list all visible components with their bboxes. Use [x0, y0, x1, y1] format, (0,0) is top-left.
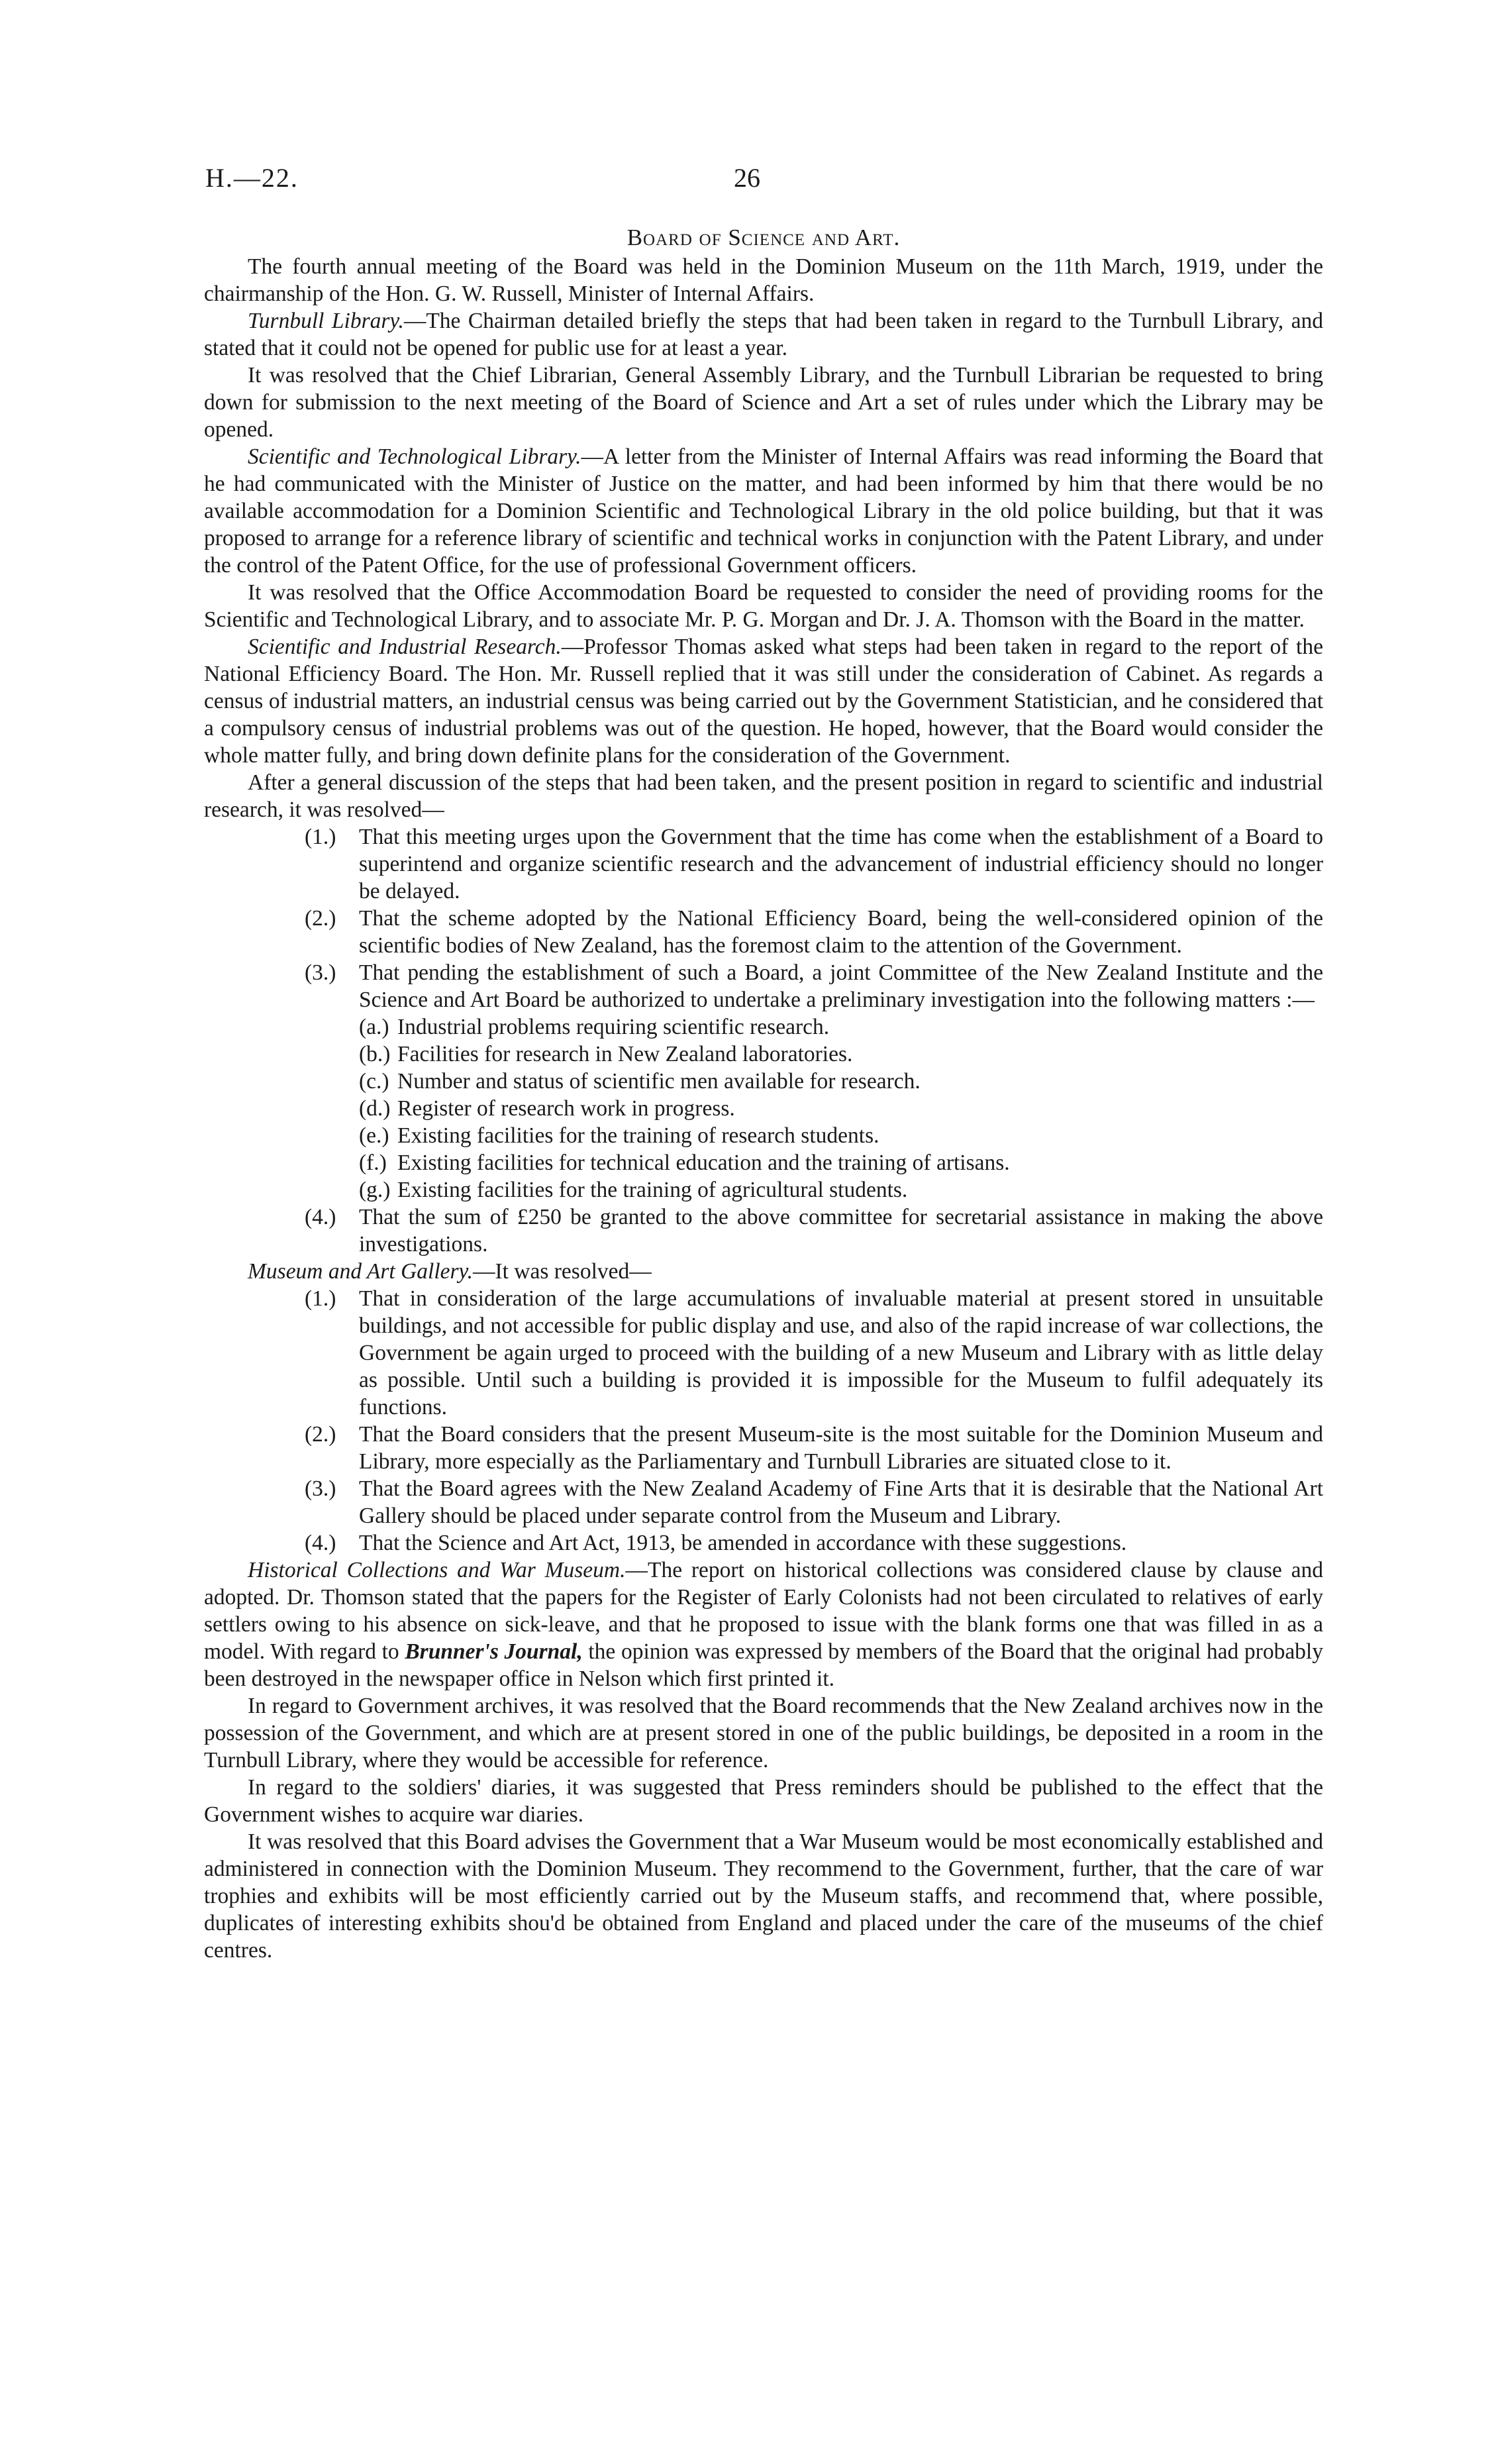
paragraph-war-museum: It was resolved that this Board advises the Government that a War Museum would be most economically established and administered in connection with the Dominion Museum. They recommend to the Government, further, that the care of war trophies and exhibits will be most efficiently carried out by the Museum staffs, and recommend that, where possible, duplicates of interesting exhibits shou'd be obtained from England and placed under the care of the museums of the chief centres. [204, 1829, 1323, 1963]
paragraph-rules: It was resolved that the Chief Librarian, General Assembly Library, and the Turnbull Librarian be requested to bring down for submission to the next meeting of the Board of Science and Art a set of rules under which the Library may be opened. [204, 363, 1323, 442]
section-title: Board of Science and Art. [626, 225, 901, 250]
turnbull-text: —The Chairman detailed briefly the steps that had been taken in regard to the Turnbull Library, and stated that it could not be opened for public use for at least a year. [204, 309, 1324, 360]
paragraph-diaries: In regard to the soldiers' diaries, it was suggested that Press reminders should be published to the effect that the Government wishes to acquire war diaries. [204, 1775, 1323, 1827]
paragraph-sci-ind [204, 633, 1323, 769]
sci-ind-text: —Professor Thomas asked what steps had been taken in regard to the report of the National Efficiency Board. The Hon. Mr. Russell replied that it was still under the consideration of Cabinet. As regards a census of industrial matters, an industrial census was being carried out by the Government Statistician, and he considered that a compulsory census of industrial problems was out of the question. He hoped, however, that the Board would consider the whole matter fully, and bring down definite plans for the consideration of the Government. [204, 635, 1323, 768]
list-item: (3.) That the Board agrees with the New Zealand Academy of Fine Arts that it is desirable that the National Art Gallery should be placed under separate control from the Museum and Library. [305, 1476, 1323, 1528]
museum-text: —It was resolved— [472, 1259, 652, 1284]
page-number: 26 [734, 163, 760, 193]
list-item: (1.) That this meeting urges upon the Government that the time has come when the establishment of a Board to superintend and organize scientific research and the advancement of industrial efficiency should no longer be delayed. [305, 825, 1323, 903]
list-item: (2.) That the scheme adopted by the National Efficiency Board, being the well-considered opinion of the scientific bodies of New Zealand, has the foremost claim to the attention of the Government. [305, 906, 1323, 958]
list-item: (f.) Existing facilities for technical education and the training of artisans. [359, 1151, 1010, 1175]
matters-list [359, 1013, 1323, 1204]
museum-resolutions [305, 1285, 1323, 1557]
paragraph-meeting: The fourth annual meeting of the Board was held in the Dominion Museum on the 11th March, 1919, under the chairmanship of the Hon. G. W. Russell, Minister of Internal Affairs. [204, 254, 1323, 306]
list-item: (4.) That the Science and Art Act, 1913, be amended in accordance with these suggestions. [305, 1531, 1127, 1555]
research-resolutions [305, 823, 1323, 1258]
list-item: (g.) Existing facilities for the training of agricultural students. [359, 1178, 908, 1202]
list-item: (d.) Register of research work in progress. [359, 1096, 735, 1121]
sci-ind-heading: Scientific and Industrial Research. [248, 635, 562, 659]
paragraph-accommodation: It was resolved that the Office Accommodation Board be requested to consider the need of providing rooms for the Scientific and Technological Library, and to associate Mr. P. G. Morgan and Dr. J. A. Thomson with the Board in the matter. [204, 580, 1323, 632]
brunners-journal: Brunner's Journal, [405, 1639, 583, 1664]
paragraph-resolved: After a general discussion of the steps that had been taken, and the present position in regard to scientific and industrial research, it was resolved— [204, 770, 1323, 822]
paragraph-turnbull [204, 307, 1323, 362]
document-body [204, 224, 1323, 1964]
list-item: (e.) Existing facilities for the training of research students. [359, 1123, 879, 1148]
list-item: (2.) That the Board considers that the present Museum-site is the most suitable for the Dominion Museum and Library, more especially as the Parliamentary and Turnbull Libraries are situated close to it. [305, 1422, 1323, 1474]
sci-tech-text: —A letter from the Minister of Internal Affairs was read informing the Board that he had communicated with the Minister of Justice on the matter, and had been informed by him that there would be no available accommodation for a Dominion Scientific and Technological Library in the old police building, but that it was proposed to arrange for a reference library of scientific and technical works in conjunction with the Patent Library, and under the control of the Patent Office, for the use of professional Government officers. [204, 444, 1323, 578]
paragraph-sci-tech [204, 443, 1323, 579]
historical-heading: Historical Collections and War Museum. [248, 1558, 626, 1582]
list-item: (b.) Facilities for research in New Zealand laboratories. [359, 1042, 853, 1066]
paragraph-archives: In regard to Government archives, it was resolved that the Board recommends that the New Zealand archives now in the possession of the Government, and which are at present stored in one of the public buildings, be deposited in a room in the Turnbull Library, where they would be accessible for reference. [204, 1694, 1323, 1772]
list-item: (3.) That pending the establishment of such a Board, a joint Committee of the New Zealand Institute and the Science and Art Board be authorized to undertake a preliminary investigation into the following matters :— [305, 960, 1323, 1012]
museum-heading: Museum and Art Gallery. [248, 1259, 473, 1284]
list-item: (c.) Number and status of scientific men available for research. [359, 1069, 921, 1094]
sci-tech-heading: Scientific and Technological Library. [248, 444, 581, 469]
paragraph-historical: Historical Collections and War Museum.—The report on historical collections was considered clause by clause and adopted. Dr. Thomson stated that the papers for the Register of Early Colonists had not been circulated to relatives of early settlers owing to his absence on sick-leave, and that he proposed to issue with the blank forms one that was filled in as a model. With regard to Brunner's Journal, the opinion was expressed by members of the Board that the original had probably been destroyed in the newspaper office in Nelson which first printed it. [204, 1558, 1323, 1691]
paragraph-museum [248, 1258, 1323, 1285]
page-reference: H.—22. [205, 163, 299, 193]
list-item: (4.) That the sum of £250 be granted to the above committee for secretarial assistance in making the above investigations. [305, 1205, 1323, 1257]
turnbull-heading: Turnbull Library. [248, 309, 404, 333]
list-item: (1.) That in consideration of the large accumulations of invaluable material at present stored in unsuitable buildings, and not accessible for public display and use, and also of the rapid increase of war collections, the Government be again urged to proceed with the building of a new Museum and Library with as little delay as possible. Until such a building is provided it is impossible for the Museum to fulfil adequately its functions. [305, 1286, 1323, 1419]
list-item: (a.) Industrial problems requiring scientific research. [359, 1015, 830, 1039]
